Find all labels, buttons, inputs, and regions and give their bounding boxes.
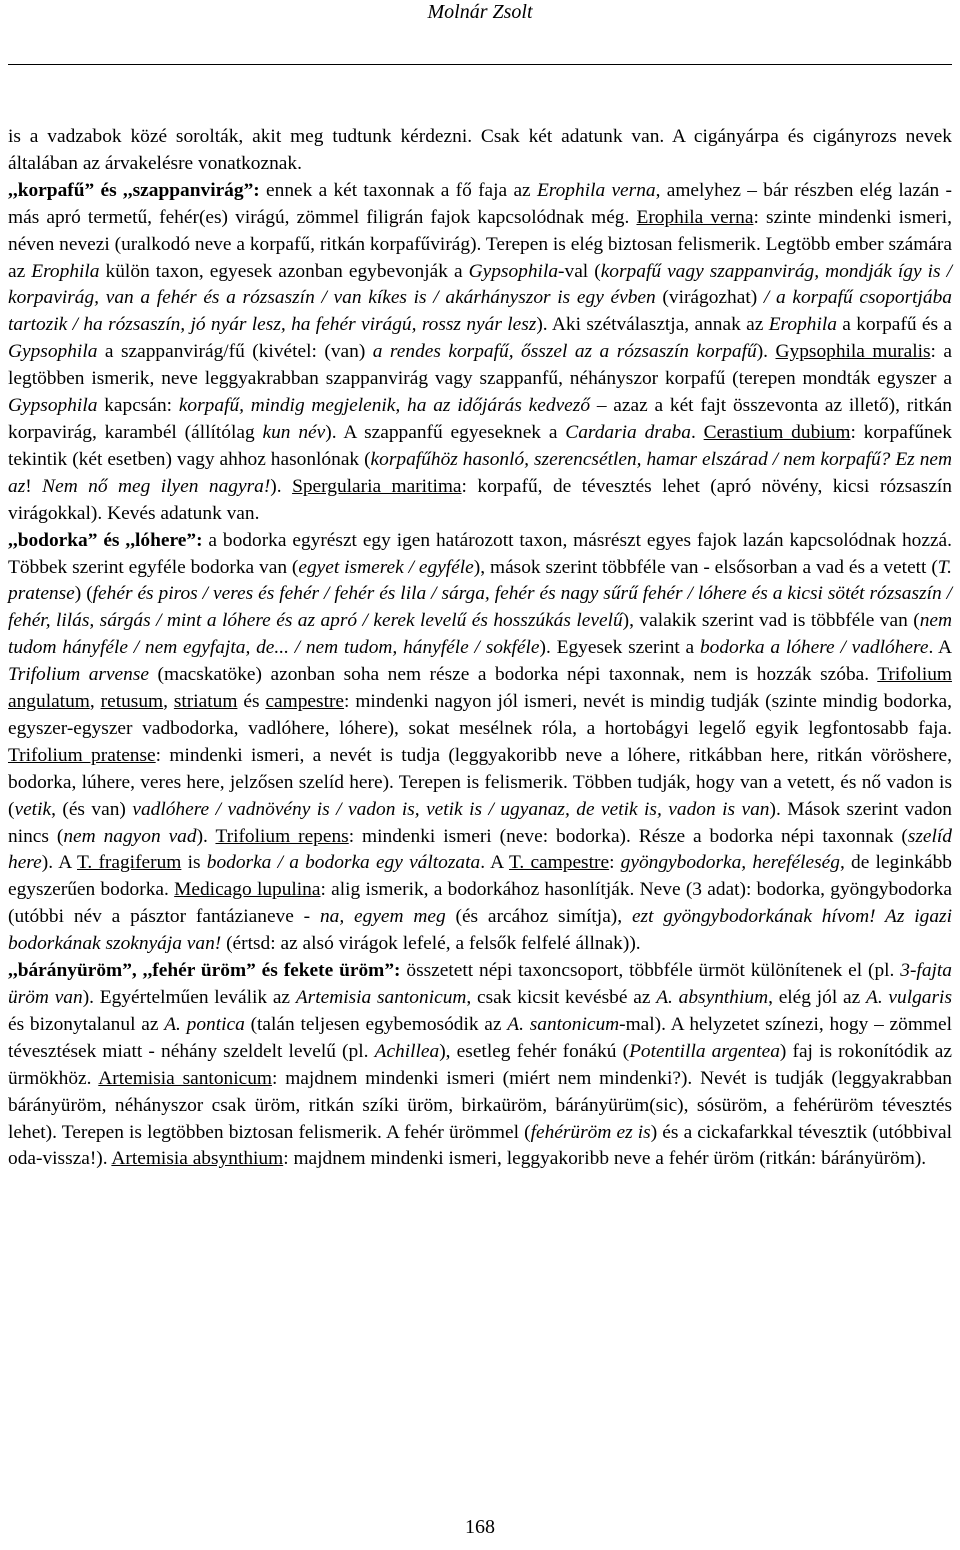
text-run: : korpafűnek tekintik (két esetben) vagy ahhoz hasonlónak (	[8, 421, 952, 470]
taxon-name: Artemisia absynthium	[111, 1148, 284, 1170]
taxon-name: retusum	[100, 691, 164, 713]
text-run: :	[609, 852, 621, 874]
text-run: Trifolium arvense	[8, 664, 150, 686]
text-run: a szappanvirág/fű (kivétel: (van)	[97, 341, 373, 363]
text-run: : mindenki ismeri, a nevét is tudja (leggyakoribb neve a lóhere, ritkábban here, ritkán vöröshere, bodorka, lúhere, veres here, jelzősen szelíd here). Terepen is felismerik. Többen tudják, hogy van a vetett, és nő vadon is (	[8, 744, 952, 820]
taxon-name: striatum	[173, 691, 238, 713]
text-run: a bodorka egyrészt egy igen határozott taxon, másrészt egyes fajok lazán kapcsolódnak hozzá. Többek szerint egyféle bodorka van (	[8, 529, 953, 578]
text-run: (virágozhat)	[655, 287, 764, 309]
text-run: Erophila	[768, 314, 837, 336]
page-number: 168	[465, 1516, 495, 1538]
text-run: összetett népi taxoncsoport, többféle ürmöt különítenek el (pl.	[400, 960, 901, 982]
text-run: bodorka / a bodorka egy változata	[206, 852, 481, 874]
text-run: : korpafű, de tévesztés lehet (apró növény, kicsi rózsaszín virágokkal). Kevés adatunk van.	[8, 475, 953, 524]
paragraph	[8, 124, 952, 178]
paragraph	[8, 528, 952, 959]
text-run: vetik	[14, 798, 52, 820]
text-run: és	[237, 691, 266, 713]
text-run: (macskatöke) azonban soha nem része a bodorka népi taxonnak, nem is hozzák szóba.	[149, 664, 878, 686]
text-run: ). Egyesek szerint a	[539, 637, 700, 659]
text-run: ).	[196, 825, 216, 847]
text-run: : alig ismerik, a bodorkához hasonlítják. Neve (3 adat): bodorka, gyöngybodorka (utóbbi név a pásztor fantázianeve -	[8, 879, 953, 928]
text-run: , amelyhez – bár részben elég lazán - más apró termetű, fehér(es) virágú, zömmel filigrán fajok kapcsolódnak még.	[8, 179, 952, 228]
text-run: : mindenki nagyon jól ismeri, nevét is mindig tudják (szinte mindig bodorka, egyszer-egyszer vadbodorka, vadlóhere, lóhere), sokat mesélnek róla, a hortobágyi legelő egyik legfontosabb faja.	[8, 691, 952, 739]
text-run: : majdnem mindenki ismeri, leggyakoribb neve a fehér üröm (ritkán: bárányüröm).	[283, 1148, 927, 1170]
text-run: !	[25, 475, 43, 497]
text-run: (talán teljesen egybemosódik az	[244, 1013, 508, 1035]
text-run: korpafű vagy szappanvirág, mondják így is / korpavirág, van a fehér és a rózsaszín / van kíkes is / akárhányszor is egy évben	[8, 260, 953, 309]
text-run: ).	[270, 475, 293, 497]
text-run: . A	[928, 637, 953, 659]
taxon-name: Artemisia santonicum	[98, 1067, 272, 1089]
text-run: kun név	[262, 421, 326, 443]
text-run: nem tudom hányféle / nem egyfajta, de... / nem tudom, hányféle / sokféle	[8, 610, 952, 659]
text-run: külön taxon, egyesek azonban egybevonják a	[99, 260, 469, 282]
text-run: ) és a cickafarkkal tévesztik (utóbbival oda-vissza!).	[8, 1121, 952, 1170]
text-run: Nem nő meg ilyen nagyra!	[42, 475, 271, 497]
text-run: ). Mások szerint vadon nincs (	[8, 798, 952, 847]
taxon-name: Spergularia maritima	[292, 475, 462, 497]
taxon-name: Erophila verna	[636, 206, 754, 228]
text-run: , (és van)	[51, 798, 133, 820]
text-run: Potentilla argentea	[629, 1040, 780, 1062]
text-run: A. santonicum	[507, 1013, 620, 1035]
text-run: , de leginkább egyszerűen bodorka.	[8, 852, 952, 901]
text-run: fehér és piros / veres és fehér / fehér és lila / sárga, fehér és nagy sűrű fehér / lóhere és a kicsi sötét rózsaszín / fehér, lilás, sárgás / mint a lóhere és az apró / kerek levelű és hosszúkás levelű	[8, 583, 952, 632]
text-run: , elég jól az	[768, 987, 866, 1008]
text-run: Achillea	[374, 1040, 440, 1062]
text-run: is a vadzabok közé sorolták, akit meg tudtunk kérdezni. Csak két adatunk van. A cigányárpa és cigányrozs nevek általában az árvakelésre vonatkoznak.	[8, 126, 952, 174]
text-run: ). A szappanfű egyeseknek a	[325, 421, 566, 443]
text-run: T. pratense	[8, 556, 952, 605]
taxon-name: Medicago lupulina	[174, 879, 321, 901]
text-run: ), esetleg fehér fonákú (	[439, 1040, 630, 1062]
text-run: / a korpafű csoportjába tartozik / ha rózsaszín, jó nyár lesz, ha fehér virágú, rossz nyár lesz	[8, 287, 953, 336]
text-run: – azaz a két fajt összevonta az illető), ritkán korpavirág, karambél (állítólag	[8, 395, 952, 443]
text-run: Gypsophila	[468, 260, 559, 282]
text-run: : szinte mindenki ismeri, néven nevezi (uralkodó neve a korpafű, ritkán korpafűvirág). Terepen is elég biztosan felismerik. Legtöbb ember számára az	[8, 206, 952, 282]
text-run: A. pontica	[164, 1013, 245, 1035]
text-run: : a legtöbben ismerik, neve leggyakrabban szappanvirág vagy szappanfű, néhányszor korpafű (terepen mondták egyszer a	[8, 341, 953, 390]
text-run: a korpafű és a	[836, 314, 952, 336]
text-run: .	[690, 421, 704, 443]
taxon-name: T. campestre	[508, 852, 610, 874]
entry-heading: ,,bárányüröm”, ,,fehér üröm” és fekete üröm”:	[8, 960, 401, 982]
text-run: ,	[89, 691, 101, 713]
text-run: is	[181, 852, 207, 874]
taxon-name: Trifolium repens	[215, 825, 349, 847]
text-run: ezt gyöngybodorkának hívom! Az igazi bodorkának szoknyája van!	[8, 906, 952, 955]
text-run: fehérüröm ez is	[530, 1121, 651, 1143]
text-run: (értsd: az alsó virágok lefelé, a felsők felfelé állnak)).	[221, 933, 641, 955]
text-run: A. absynthium	[656, 987, 769, 1008]
paragraph	[8, 958, 952, 1173]
text-run: korpafűhöz hasonló, szerencsétlen, hamar elszárad / nem korpafű? Ez nem az	[8, 448, 952, 497]
entry-heading: ,,bodorka” és ,,lóhere”:	[8, 529, 203, 551]
text-run: egyet ismerek / egyféle	[298, 556, 474, 578]
text-run: Cardaria draba	[565, 421, 691, 443]
text-run: korpafű, mindig megjelenik, ha az időjárás kedvező	[178, 395, 591, 417]
text-run: (és arcához simítja),	[445, 906, 632, 928]
text-run: Gypsophila	[8, 341, 98, 363]
text-run: : mindenki ismeri (neve: bodorka). Része a bodorka népi taxonnak (	[348, 825, 908, 847]
taxon-name: Cerastium dubium	[703, 421, 851, 443]
text-run: és bizonytalanul az	[8, 1013, 165, 1035]
taxon-name: T. fragiferum	[77, 852, 182, 874]
text-run: a rendes korpafű, ősszel az a rózsaszín korpafű	[372, 341, 757, 363]
text-run: ) (	[74, 583, 93, 605]
text-run: ) faj is rokonítódik az ürmökhöz.	[8, 1040, 953, 1089]
text-run: szelíd here	[8, 825, 952, 874]
text-run: Erophila verna	[536, 179, 656, 201]
text-run: . A	[480, 852, 509, 874]
text-run: A. vulgaris	[865, 987, 952, 1008]
text-run: gyöngybodorka, hereféleség	[620, 852, 840, 874]
text-run: ). Aki szétválasztja, annak az	[536, 314, 769, 336]
text-run: ,	[163, 691, 174, 713]
entry-heading: ,,korpafű” és ,,szappanvirág”:	[8, 179, 260, 201]
taxon-name: campestre	[265, 691, 345, 713]
taxon-name: Gypsophila muralis	[775, 341, 931, 363]
text-run: bodorka a lóhere / vadlóhere	[699, 637, 929, 659]
paragraph	[8, 178, 952, 528]
text-run: : majdnem mindenki ismeri (miért nem mindenki?). Nevét is tudják (leggyakrabban bárányüröm, néhányszor csak üröm, ritkán szíki üröm, birkaüröm, bárányürüm(sic), sósüröm, a fehérüröm tévesztés lehet). Terepen is legtöbben biztosan felismerik. A fehér ürömmel (	[8, 1067, 952, 1143]
text-run: Artemisia santonicum	[295, 987, 467, 1008]
text-run: nem nagyon vad	[63, 825, 197, 847]
text-run: 3-fajta üröm van	[8, 960, 952, 1008]
text-run: -val (	[558, 260, 601, 282]
text-run: Erophila	[31, 260, 100, 282]
text-run: vadlóhere / vadnövény is / vadon is, vetik is / ugyanaz, de vetik is, vadon is van	[132, 798, 770, 820]
text-run: kapcsán:	[97, 395, 179, 417]
running-header: Molnár Zsolt	[427, 1, 533, 23]
page-body	[8, 124, 952, 1173]
text-run: ), valakik szerint vad is többféle van (	[622, 610, 920, 632]
text-run: -mal). A helyzetet színezi, hogy – zömmel tévesztések miatt - néhány szeldelt levelű (pl.	[8, 1013, 952, 1062]
text-run: ). Egyértelműen leválik az	[82, 987, 296, 1008]
header-rule	[8, 64, 952, 65]
text-run: na, egyem meg	[319, 906, 446, 928]
text-run: ), mások szerint többféle van - elsősorban a vad és a vetett (	[473, 556, 938, 578]
text-run: ennek a két taxonnak a fő faja az	[259, 179, 537, 201]
taxon-name: Trifolium angulatum	[8, 664, 952, 713]
text-run: Gypsophila	[8, 395, 98, 417]
text-run: , csak kicsit kevésbé az	[466, 987, 657, 1008]
text-run: ).	[756, 341, 776, 363]
taxon-name: Trifolium pratense	[8, 744, 156, 766]
text-run: ). A	[41, 852, 77, 874]
